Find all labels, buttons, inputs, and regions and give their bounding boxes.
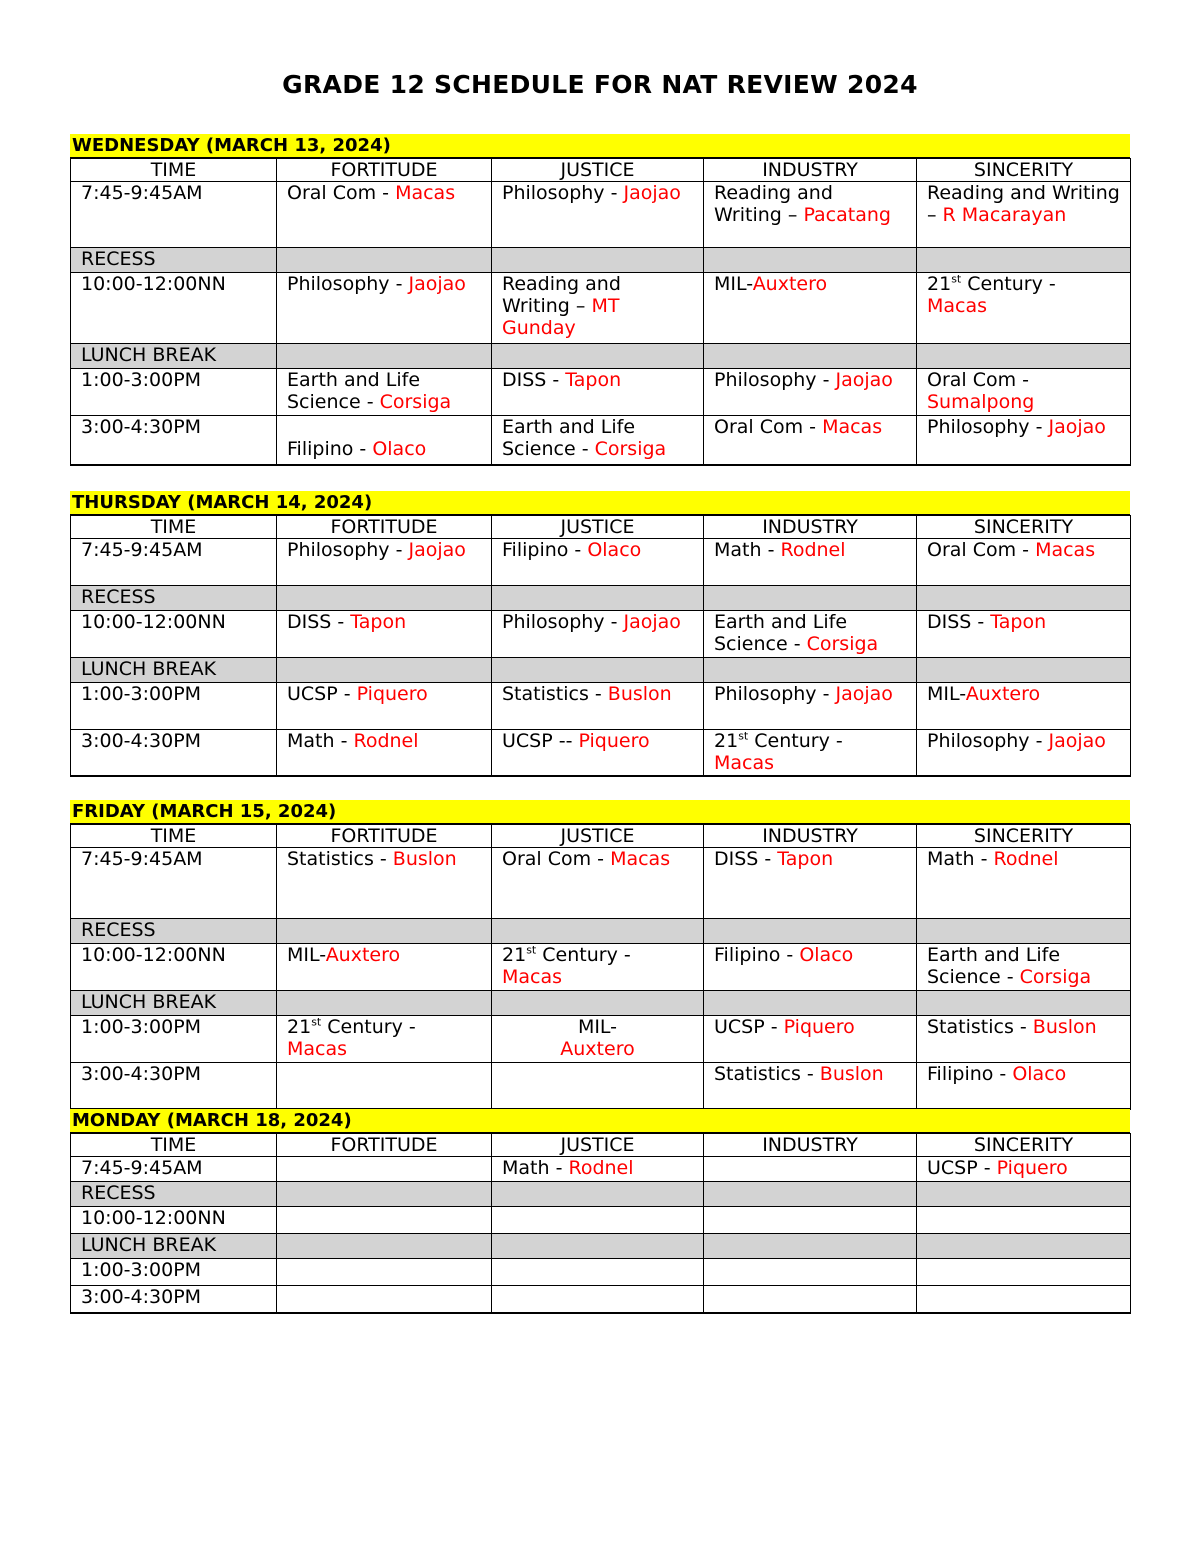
teacher-name: Jaojao bbox=[408, 539, 466, 561]
teacher-name: Olaco bbox=[372, 438, 427, 460]
schedule-cell bbox=[492, 539, 704, 586]
table-row bbox=[71, 182, 1131, 248]
subject-text: Reading and Writing – bbox=[927, 182, 1120, 226]
subject-text: Century - bbox=[961, 273, 1056, 295]
column-header: TIME bbox=[71, 159, 277, 182]
subject-text: Philosophy - bbox=[502, 611, 624, 633]
subject-text: 21 bbox=[502, 944, 527, 966]
table-row bbox=[71, 1207, 1131, 1234]
schedule-cell bbox=[704, 273, 917, 344]
subject-text: Reading and Writing – bbox=[502, 273, 621, 317]
schedule-cell bbox=[277, 848, 492, 919]
time-slot: 3:00-4:30PM bbox=[71, 416, 277, 465]
subject-text: Oral Com - bbox=[927, 369, 1030, 391]
schedule-cell bbox=[492, 683, 704, 730]
teacher-name: Macas bbox=[287, 1038, 348, 1060]
schedule-cell bbox=[704, 1157, 917, 1182]
time-slot: 7:45-9:45AM bbox=[71, 182, 277, 248]
break-row bbox=[71, 1182, 1131, 1207]
subject-text: Oral Com - bbox=[927, 539, 1036, 561]
break-row bbox=[71, 919, 1131, 944]
teacher-name: Tapon bbox=[565, 369, 622, 391]
schedule-table bbox=[70, 515, 1131, 777]
schedule-cell bbox=[492, 416, 704, 465]
subject-text: MIL- bbox=[577, 1016, 618, 1038]
teacher-name: Rodnel bbox=[353, 730, 419, 752]
teacher-name: Auxtero bbox=[325, 944, 401, 966]
subject-text: Earth and Life Science - bbox=[714, 611, 848, 655]
schedule-cell bbox=[277, 1207, 492, 1234]
schedule-cell bbox=[277, 991, 492, 1016]
column-header: INDUSTRY bbox=[704, 1134, 917, 1157]
day-header: THURSDAY (MARCH 14, 2024) bbox=[70, 491, 1130, 515]
teacher-name: Buslon bbox=[392, 848, 457, 870]
schedule-cell bbox=[277, 539, 492, 586]
schedule-cell bbox=[917, 344, 1131, 369]
time-slot: 7:45-9:45AM bbox=[71, 539, 277, 586]
schedule-cell bbox=[917, 1016, 1131, 1063]
schedule-cell bbox=[492, 991, 704, 1016]
schedule-cell bbox=[917, 944, 1131, 991]
time-slot: 10:00-12:00NN bbox=[71, 1207, 277, 1234]
column-header: JUSTICE bbox=[492, 159, 704, 182]
subject-text: Statistics - bbox=[287, 848, 393, 870]
schedule-cell bbox=[277, 369, 492, 416]
schedule-cell bbox=[917, 1234, 1131, 1259]
time-slot: 1:00-3:00PM bbox=[71, 1016, 277, 1063]
teacher-name: Corsiga bbox=[379, 391, 452, 413]
schedule-cell bbox=[704, 848, 917, 919]
teacher-name: Jaojao bbox=[1048, 416, 1106, 438]
subject-text: Statistics - bbox=[714, 1063, 820, 1085]
day-block-friday bbox=[70, 800, 1130, 1110]
schedule-cell bbox=[704, 944, 917, 991]
time-slot: 7:45-9:45AM bbox=[71, 1157, 277, 1182]
schedule-cell bbox=[917, 658, 1131, 683]
ordinal-suffix: st bbox=[311, 1015, 322, 1029]
subject-text: Philosophy - bbox=[287, 539, 409, 561]
table-row bbox=[71, 730, 1131, 776]
schedule-cell bbox=[704, 1182, 917, 1207]
schedule-cell bbox=[492, 1259, 704, 1286]
subject-text: Earth and Life Science - bbox=[502, 416, 636, 460]
schedule-cell bbox=[492, 182, 704, 248]
teacher-name: Rodnel bbox=[568, 1157, 634, 1179]
schedule-cell bbox=[704, 586, 917, 611]
break-label: RECESS bbox=[71, 248, 277, 273]
table-row bbox=[71, 1157, 1131, 1182]
teacher-name: Jaojao bbox=[835, 369, 893, 391]
subject-text: DISS - bbox=[714, 848, 778, 870]
subject-text: Oral Com - bbox=[502, 848, 611, 870]
column-header: SINCERITY bbox=[917, 159, 1131, 182]
schedule-cell bbox=[704, 730, 917, 776]
schedule-cell bbox=[917, 586, 1131, 611]
schedule-cell bbox=[917, 683, 1131, 730]
table-row bbox=[71, 1259, 1131, 1286]
schedule-cell bbox=[704, 344, 917, 369]
subject-text: UCSP -- bbox=[502, 730, 579, 752]
subject-text: Century - bbox=[321, 1016, 416, 1038]
column-header: FORTITUDE bbox=[277, 1134, 492, 1157]
subject-text: DISS - bbox=[502, 369, 566, 391]
break-label: LUNCH BREAK bbox=[71, 658, 277, 683]
day-header: FRIDAY (MARCH 15, 2024) bbox=[70, 800, 1130, 824]
teacher-name: Jaojao bbox=[408, 273, 466, 295]
schedule-cell bbox=[704, 1234, 917, 1259]
subject-text: Math - bbox=[927, 848, 994, 870]
table-row bbox=[71, 611, 1131, 658]
header-row bbox=[71, 1134, 1131, 1157]
teacher-name: Olaco bbox=[799, 944, 854, 966]
column-header: FORTITUDE bbox=[277, 516, 492, 539]
table-row bbox=[71, 273, 1131, 344]
teacher-name: Olaco bbox=[1012, 1063, 1067, 1085]
subject-text: MIL- bbox=[287, 944, 326, 966]
teacher-name: Auxtero bbox=[752, 273, 828, 295]
column-header: TIME bbox=[71, 1134, 277, 1157]
subject-text: MIL- bbox=[927, 683, 966, 705]
subject-text: 21 bbox=[287, 1016, 312, 1038]
schedule-cell bbox=[492, 1157, 704, 1182]
table-row bbox=[71, 848, 1131, 919]
schedule-cell bbox=[917, 248, 1131, 273]
subject-text: Filipino - bbox=[714, 944, 800, 966]
column-header: TIME bbox=[71, 516, 277, 539]
day-block-thursday bbox=[70, 491, 1130, 777]
schedule-cell bbox=[277, 182, 492, 248]
schedule-cell bbox=[277, 1063, 492, 1109]
schedule-cell bbox=[492, 273, 704, 344]
schedule-cell bbox=[277, 1286, 492, 1313]
schedule-cell bbox=[492, 919, 704, 944]
schedule-cell bbox=[704, 248, 917, 273]
schedule-cell bbox=[917, 919, 1131, 944]
column-header: JUSTICE bbox=[492, 1134, 704, 1157]
column-header: JUSTICE bbox=[492, 825, 704, 848]
time-slot: 3:00-4:30PM bbox=[71, 1286, 277, 1313]
break-label: RECESS bbox=[71, 1182, 277, 1207]
schedule-cell bbox=[917, 273, 1131, 344]
subject-text: Statistics - bbox=[502, 683, 608, 705]
teacher-name: Auxtero bbox=[965, 683, 1041, 705]
schedule-cell bbox=[277, 1182, 492, 1207]
subject-text: Filipino - bbox=[287, 438, 373, 460]
schedule-cell bbox=[492, 730, 704, 776]
column-header: TIME bbox=[71, 825, 277, 848]
time-slot: 10:00-12:00NN bbox=[71, 944, 277, 991]
schedule-cell bbox=[917, 1182, 1131, 1207]
schedule-cell bbox=[492, 1234, 704, 1259]
subject-text: Philosophy - bbox=[714, 683, 836, 705]
schedule-cell bbox=[917, 730, 1131, 776]
time-slot: 3:00-4:30PM bbox=[71, 1063, 277, 1109]
schedule-cell bbox=[917, 1259, 1131, 1286]
schedule-cell bbox=[917, 1286, 1131, 1313]
schedule-cell bbox=[492, 1286, 704, 1313]
teacher-name: Tapon bbox=[990, 611, 1047, 633]
table-row bbox=[71, 1063, 1131, 1109]
teacher-name: Piquero bbox=[996, 1157, 1068, 1179]
subject-text: Philosophy - bbox=[927, 730, 1049, 752]
schedule-cell bbox=[704, 611, 917, 658]
table-row bbox=[71, 539, 1131, 586]
subject-text: DISS - bbox=[287, 611, 351, 633]
schedule-cell bbox=[277, 730, 492, 776]
break-row bbox=[71, 991, 1131, 1016]
teacher-name: Macas bbox=[927, 295, 988, 317]
schedule-cell bbox=[704, 1286, 917, 1313]
column-header: INDUSTRY bbox=[704, 516, 917, 539]
table-row bbox=[71, 1016, 1131, 1063]
schedule-cell bbox=[277, 919, 492, 944]
ordinal-suffix: st bbox=[526, 943, 537, 957]
teacher-name: Corsiga bbox=[806, 633, 879, 655]
table-row bbox=[71, 944, 1131, 991]
subject-text: Century - bbox=[748, 730, 843, 752]
schedule-cell bbox=[704, 182, 917, 248]
subject-text: Filipino - bbox=[502, 539, 588, 561]
header-row bbox=[71, 825, 1131, 848]
teacher-name: Tapon bbox=[777, 848, 834, 870]
schedule-cell bbox=[277, 611, 492, 658]
column-header: FORTITUDE bbox=[277, 825, 492, 848]
schedule-cell bbox=[492, 369, 704, 416]
schedule-cell bbox=[704, 658, 917, 683]
day-block-monday bbox=[70, 1109, 1130, 1314]
subject-text: Reading and Writing – bbox=[714, 182, 833, 226]
schedule-cell bbox=[917, 848, 1131, 919]
schedule-cell bbox=[277, 586, 492, 611]
schedule-cell bbox=[917, 1157, 1131, 1182]
teacher-name: Corsiga bbox=[1019, 966, 1092, 988]
schedule-cell bbox=[277, 658, 492, 683]
subject-text: Earth and Life Science - bbox=[287, 369, 421, 413]
teacher-name: Piquero bbox=[578, 730, 650, 752]
schedule-cell bbox=[492, 611, 704, 658]
column-header: INDUSTRY bbox=[704, 159, 917, 182]
schedule-cell bbox=[917, 416, 1131, 465]
subject-text: Century - bbox=[536, 944, 631, 966]
schedule-cell bbox=[917, 1207, 1131, 1234]
table-row bbox=[71, 416, 1131, 465]
subject-text: UCSP - bbox=[287, 683, 357, 705]
schedule-cell bbox=[492, 1016, 704, 1063]
teacher-name: Macas bbox=[822, 416, 883, 438]
ordinal-suffix: st bbox=[951, 272, 962, 286]
break-row bbox=[71, 344, 1131, 369]
teacher-name: Tapon bbox=[350, 611, 407, 633]
subject-text: 21 bbox=[927, 273, 952, 295]
time-slot: 1:00-3:00PM bbox=[71, 369, 277, 416]
schedule-table bbox=[70, 158, 1131, 466]
schedule-cell bbox=[704, 539, 917, 586]
subject-text: Philosophy - bbox=[287, 273, 409, 295]
time-slot: 10:00-12:00NN bbox=[71, 611, 277, 658]
schedule-cell bbox=[492, 944, 704, 991]
teacher-name: Jaojao bbox=[835, 683, 893, 705]
teacher-name: Piquero bbox=[356, 683, 428, 705]
teacher-name: Olaco bbox=[587, 539, 642, 561]
schedule-cell bbox=[277, 1259, 492, 1286]
subject-text: Earth and Life Science - bbox=[927, 944, 1061, 988]
subject-text: Oral Com - bbox=[287, 182, 396, 204]
subject-text: 21 bbox=[714, 730, 739, 752]
document-title: GRADE 12 SCHEDULE FOR NAT REVIEW 2024 bbox=[282, 70, 918, 99]
column-header: JUSTICE bbox=[492, 516, 704, 539]
schedule-table bbox=[70, 1133, 1131, 1314]
schedule-cell bbox=[704, 991, 917, 1016]
schedule-cell bbox=[492, 1182, 704, 1207]
ordinal-suffix: st bbox=[738, 729, 749, 743]
schedule-cell bbox=[277, 248, 492, 273]
subject-text: Oral Com - bbox=[714, 416, 823, 438]
teacher-name: Jaojao bbox=[1048, 730, 1106, 752]
time-slot: 1:00-3:00PM bbox=[71, 683, 277, 730]
schedule-cell bbox=[277, 1234, 492, 1259]
subject-text: Philosophy - bbox=[714, 369, 836, 391]
time-slot: 10:00-12:00NN bbox=[71, 273, 277, 344]
day-header: WEDNESDAY (MARCH 13, 2024) bbox=[70, 134, 1130, 158]
header-row bbox=[71, 516, 1131, 539]
teacher-name: Jaojao bbox=[623, 611, 681, 633]
schedule-cell bbox=[704, 1063, 917, 1109]
column-header: SINCERITY bbox=[917, 1134, 1131, 1157]
schedule-cell bbox=[917, 611, 1131, 658]
subject-text: Philosophy - bbox=[502, 182, 624, 204]
schedule-cell bbox=[492, 1063, 704, 1109]
subject-text: Math - bbox=[287, 730, 354, 752]
table-row bbox=[71, 683, 1131, 730]
teacher-name: Macas bbox=[610, 848, 671, 870]
subject-text: Filipino - bbox=[927, 1063, 1013, 1085]
column-header: SINCERITY bbox=[917, 825, 1131, 848]
subject-text: Philosophy - bbox=[927, 416, 1049, 438]
break-row bbox=[71, 1234, 1131, 1259]
header-row bbox=[71, 159, 1131, 182]
teacher-name: R Macarayan bbox=[942, 204, 1067, 226]
schedule-cell bbox=[492, 344, 704, 369]
teacher-name: Buslon bbox=[819, 1063, 884, 1085]
time-slot: 7:45-9:45AM bbox=[71, 848, 277, 919]
schedule-cell bbox=[917, 539, 1131, 586]
schedule-cell bbox=[704, 416, 917, 465]
subject-text: DISS - bbox=[927, 611, 991, 633]
subject-text: Statistics - bbox=[927, 1016, 1033, 1038]
schedule-cell bbox=[492, 248, 704, 273]
time-slot: 1:00-3:00PM bbox=[71, 1259, 277, 1286]
teacher-name: Pacatang bbox=[803, 204, 891, 226]
schedule-cell bbox=[277, 344, 492, 369]
teacher-name: Sumalpong bbox=[927, 391, 1035, 413]
break-label: LUNCH BREAK bbox=[71, 991, 277, 1016]
column-header: FORTITUDE bbox=[277, 159, 492, 182]
teacher-name: Jaojao bbox=[623, 182, 681, 204]
schedule-cell bbox=[704, 919, 917, 944]
break-label: LUNCH BREAK bbox=[71, 1234, 277, 1259]
teacher-name: Rodnel bbox=[993, 848, 1059, 870]
schedule-cell bbox=[492, 1207, 704, 1234]
schedule-cell bbox=[277, 683, 492, 730]
schedule-cell bbox=[492, 586, 704, 611]
schedule-cell bbox=[917, 369, 1131, 416]
schedule-cell bbox=[492, 848, 704, 919]
subject-text: UCSP - bbox=[927, 1157, 997, 1179]
subject-text: Math - bbox=[714, 539, 781, 561]
teacher-name: Rodnel bbox=[780, 539, 846, 561]
schedule-cell bbox=[704, 1259, 917, 1286]
teacher-name: Piquero bbox=[783, 1016, 855, 1038]
day-block-wednesday bbox=[70, 134, 1130, 466]
break-label: RECESS bbox=[71, 586, 277, 611]
schedule-cell bbox=[277, 944, 492, 991]
time-slot: 3:00-4:30PM bbox=[71, 730, 277, 776]
schedule-cell bbox=[704, 1207, 917, 1234]
schedule-cell bbox=[704, 369, 917, 416]
break-row bbox=[71, 248, 1131, 273]
table-row bbox=[71, 1286, 1131, 1313]
subject-text: UCSP - bbox=[714, 1016, 784, 1038]
teacher-name: Auxtero bbox=[560, 1038, 635, 1060]
break-label: RECESS bbox=[71, 919, 277, 944]
column-header: INDUSTRY bbox=[704, 825, 917, 848]
schedule-cell bbox=[277, 273, 492, 344]
schedule-cell bbox=[492, 658, 704, 683]
teacher-name: Buslon bbox=[607, 683, 672, 705]
schedule-cell bbox=[704, 683, 917, 730]
teacher-name: Buslon bbox=[1032, 1016, 1097, 1038]
schedule-cell bbox=[917, 1063, 1131, 1109]
subject-text: Math - bbox=[502, 1157, 569, 1179]
teacher-name: Macas bbox=[502, 966, 563, 988]
teacher-name: Macas bbox=[395, 182, 456, 204]
column-header: SINCERITY bbox=[917, 516, 1131, 539]
break-label: LUNCH BREAK bbox=[71, 344, 277, 369]
teacher-name: Macas bbox=[1035, 539, 1096, 561]
schedule-cell bbox=[277, 1016, 492, 1063]
schedule-cell bbox=[704, 1016, 917, 1063]
subject-text: MIL- bbox=[714, 273, 753, 295]
break-row bbox=[71, 586, 1131, 611]
schedule-cell bbox=[277, 1157, 492, 1182]
teacher-name: MT Gunday bbox=[502, 295, 620, 339]
table-row bbox=[71, 369, 1131, 416]
schedule-table bbox=[70, 824, 1131, 1110]
schedule-cell bbox=[917, 991, 1131, 1016]
break-row bbox=[71, 658, 1131, 683]
schedule-cell bbox=[917, 182, 1131, 248]
day-header: MONDAY (MARCH 18, 2024) bbox=[70, 1109, 1130, 1133]
teacher-name: Corsiga bbox=[594, 438, 667, 460]
schedule-cell bbox=[277, 416, 492, 465]
teacher-name: Macas bbox=[714, 752, 775, 774]
